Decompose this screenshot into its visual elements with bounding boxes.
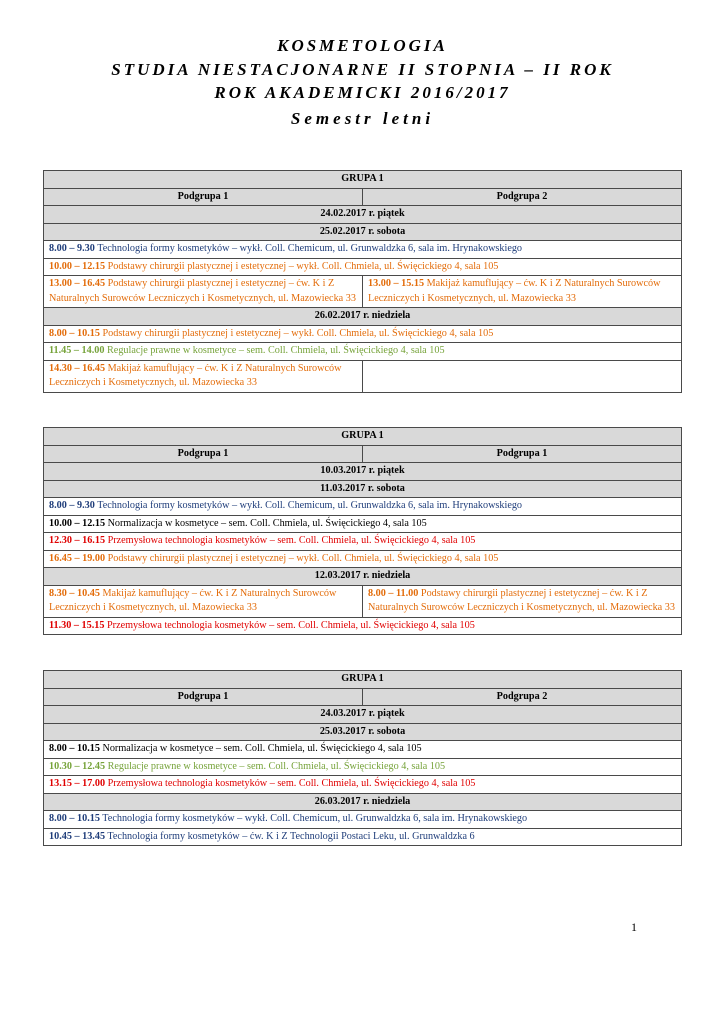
class-description: Podstawy chirurgii plastycznej i estetycznej – ćw. K i Z Naturalnych Surowców Leczniczych i Kosmetycznych, ul. Mazowiecka 33 bbox=[49, 278, 356, 304]
schedule-row bbox=[44, 498, 682, 516]
class-description: Regulacje prawne w kosmetyce – sem. Coll. Chmiela, ul. Święcickiego 4, sala 105 bbox=[105, 760, 446, 772]
date-header: 12.03.2017 r. niedziela bbox=[44, 568, 682, 586]
schedule-row bbox=[44, 343, 682, 361]
time-range: 10.45 – 13.45 bbox=[49, 830, 106, 842]
schedule-table-2 bbox=[43, 427, 682, 635]
class-description: Technologia formy kosmetyków – wykł. Coll. Chemicum, ul. Grunwaldzka 6, sala im. Hrynakowskiego bbox=[99, 813, 528, 824]
class-description: Technologia formy kosmetyków – ćw. K i Z Technologii Postaci Leku, ul. Grunwaldzka 6 bbox=[105, 830, 475, 842]
date-header: 26.02.2017 r. niedziela bbox=[44, 308, 682, 326]
schedule-row bbox=[44, 741, 682, 759]
schedule-row bbox=[44, 617, 682, 635]
time-range: 16.45 – 19.00 bbox=[49, 552, 106, 564]
time-range: 14.30 – 16.45 bbox=[49, 362, 106, 374]
title-line-3: ROK AKADEMICKI 2016/2017 bbox=[214, 83, 511, 102]
schedule-cell-left bbox=[44, 276, 363, 308]
schedule-row bbox=[44, 550, 682, 568]
schedule-row bbox=[44, 325, 682, 343]
schedule-row bbox=[44, 533, 682, 551]
subgroup-header-2: Podgrupa 2 bbox=[363, 188, 682, 206]
subgroup-header-1: Podgrupa 1 bbox=[44, 188, 363, 206]
time-range: 8.00 – 11.00 bbox=[368, 587, 419, 599]
time-range: 11.30 – 15.15 bbox=[49, 619, 105, 631]
schedule-row bbox=[44, 811, 682, 829]
time-range: 13.15 – 17.00 bbox=[49, 778, 106, 789]
subgroup-header-1: Podgrupa 1 bbox=[44, 688, 363, 706]
class-description: Podstawy chirurgii plastycznej i estetycznej – wykł. Coll. Chmiela, ul. Święcickiego 4, sala 105 bbox=[99, 327, 494, 339]
date-header: 24.03.2017 r. piątek bbox=[44, 706, 682, 724]
date-header: 26.03.2017 r. niedziela bbox=[44, 793, 682, 811]
class-description: Technologia formy kosmetyków – wykł. Coll. Chemicum, ul. Grunwaldzka 6, sala im. Hrynakowskiego bbox=[94, 243, 523, 254]
class-description: Przemysłowa technologia kosmetyków – sem. Coll. Chmiela, ul. Święcickiego 4, sala 105 bbox=[105, 535, 476, 546]
schedule-row bbox=[44, 258, 682, 276]
schedule-row bbox=[44, 758, 682, 776]
schedule-cell-left bbox=[44, 360, 363, 392]
group-header: GRUPA 1 bbox=[44, 428, 682, 446]
time-range: 8.00 – 10.15 bbox=[49, 813, 100, 824]
class-description: Podstawy chirurgii plastycznej i estetycznej – ćw. K i Z Naturalnych Surowców Leczniczych i Kosmetycznych, ul. Mazowiecka 33 bbox=[368, 587, 675, 613]
schedule-row bbox=[44, 241, 682, 259]
schedule-cell-left bbox=[44, 585, 363, 617]
subgroup-header-1: Podgrupa 1 bbox=[44, 445, 363, 463]
class-description: Makijaż kamuflujący – ćw. K i Z Naturalnych Surowców Leczniczych i Kosmetycznych, ul. Mazowiecka 33 bbox=[49, 587, 337, 613]
class-description: Makijaż kamuflujący – ćw. K i Z Naturalnych Surowców Leczniczych i Kosmetycznych, ul. Mazowiecka 33 bbox=[49, 362, 342, 388]
group-header: GRUPA 1 bbox=[44, 671, 682, 689]
title-line-4: Semestr letni bbox=[290, 108, 435, 128]
time-range: 13.00 – 16.45 bbox=[49, 278, 106, 289]
schedule-row bbox=[44, 515, 682, 533]
time-range: 8.00 – 9.30 bbox=[49, 500, 95, 511]
date-header: 10.03.2017 r. piątek bbox=[44, 463, 682, 481]
class-description: Normalizacja w kosmetyce – sem. Coll. Chmiela, ul. Święcickiego 4, sala 105 bbox=[105, 517, 427, 529]
time-range: 8.00 – 10.15 bbox=[49, 327, 100, 339]
title-line-2: STUDIA NIESTACJONARNE II STOPNIA – II ROK bbox=[111, 59, 614, 79]
class-description: Podstawy chirurgii plastycznej i estetycznej – wykł. Coll. Chmiela, ul. Święcickiego 4, sala 105 bbox=[105, 552, 499, 564]
time-range: 8.00 – 9.30 bbox=[49, 243, 95, 254]
time-range: 13.00 – 15.15 bbox=[368, 278, 425, 289]
group-header: GRUPA 1 bbox=[44, 171, 682, 189]
date-header: 24.02.2017 r. piątek bbox=[44, 206, 682, 224]
class-description: Makijaż kamuflujący – ćw. K i Z Naturalnych Surowców Leczniczych i Kosmetycznych, ul. Mazowiecka 33 bbox=[368, 278, 661, 304]
time-range: 8.00 – 10.15 bbox=[49, 743, 100, 754]
time-range: 10.00 – 12.15 bbox=[49, 517, 106, 529]
class-description: Regulacje prawne w kosmetyce – sem. Coll. Chmiela, ul. Święcickiego 4, sala 105 bbox=[104, 345, 445, 356]
document-header bbox=[0, 34, 725, 130]
schedule-cell-right bbox=[363, 585, 682, 617]
subgroup-header-2: Podgrupa 1 bbox=[363, 445, 682, 463]
page-number: 1 bbox=[631, 920, 637, 934]
time-range: 11.45 – 14.00 bbox=[49, 345, 105, 356]
date-header: 25.03.2017 r. sobota bbox=[44, 723, 682, 741]
time-range: 12.30 – 16.15 bbox=[49, 535, 106, 546]
class-description: Technologia formy kosmetyków – wykł. Coll. Chemicum, ul. Grunwaldzka 6, sala im. Hrynakowskiego bbox=[94, 500, 523, 511]
class-description: Przemysłowa technologia kosmetyków – sem. Coll. Chmiela, ul. Święcickiego 4, sala 105 bbox=[105, 778, 476, 789]
date-header: 25.02.2017 r. sobota bbox=[44, 223, 682, 241]
title-line-1: KOSMETOLOGIA bbox=[277, 36, 448, 55]
schedule-cell-empty bbox=[363, 360, 682, 392]
class-description: Normalizacja w kosmetyce – sem. Coll. Chmiela, ul. Święcickiego 4, sala 105 bbox=[99, 743, 422, 754]
schedule-cell-right bbox=[363, 276, 682, 308]
schedule-table-1 bbox=[43, 170, 682, 393]
class-description: Przemysłowa technologia kosmetyków – sem. Coll. Chmiela, ul. Święcickiego 4, sala 105 bbox=[104, 619, 475, 631]
time-range: 10.30 – 12.45 bbox=[49, 760, 106, 772]
time-range: 8.30 – 10.45 bbox=[49, 587, 100, 599]
date-header: 11.03.2017 r. sobota bbox=[44, 480, 682, 498]
schedule-row bbox=[44, 776, 682, 794]
class-description: Podstawy chirurgii plastycznej i estetycznej – wykł. Coll. Chmiela, ul. Święcickiego 4, sala 105 bbox=[105, 260, 499, 272]
schedule-row bbox=[44, 828, 682, 846]
subgroup-header-2: Podgrupa 2 bbox=[363, 688, 682, 706]
schedule-table-3 bbox=[43, 670, 682, 846]
time-range: 10.00 – 12.15 bbox=[49, 260, 106, 272]
